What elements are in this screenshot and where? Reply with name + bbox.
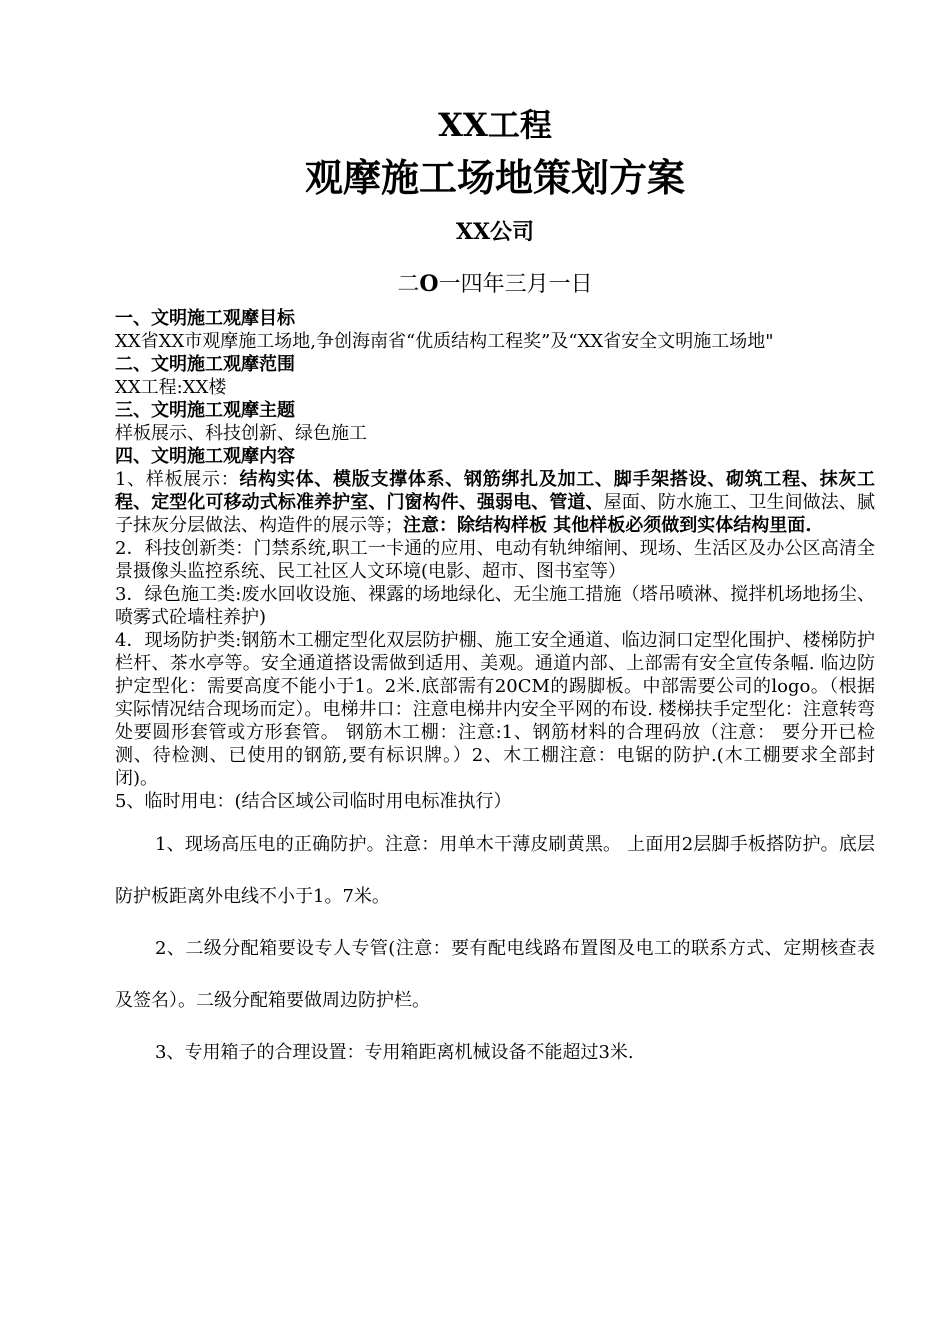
document-page: [115, 100, 875, 1079]
section-3-heading: 三、文明施工观摩主题: [115, 400, 295, 421]
power-subitem-3: 3、专用箱子的合理设置：专用箱距离机械设备不能超过3米.: [155, 1042, 634, 1063]
document-date: [115, 264, 875, 305]
power-subitem-1: 1、现场高压电的正确防护。注意：用单木干薄皮刷黄黑。 上面用2层脚手板搭防护。底层防护板距离外电线不小于1。7米。: [115, 834, 875, 907]
content-item-2: 2．科技创新类：门禁系统,职工一卡通的应用、电动有轨绅缩闸、现场、生活区及办公区高清全景摄像头监控系统、民工社区人文环境(电影、超市、图书室等）: [115, 538, 875, 582]
content-item-3: 3．绿色施工类:废水回收设施、裸露的场地绿化、无尘施工措施（塔吊喷淋、搅拌机场地扬尘、喷雾式砼墙柱养护): [115, 584, 875, 628]
content-item-5: 5、临时用电：(结合区域公司临时用电标准执行）: [115, 791, 512, 812]
date-part-1: 二: [397, 272, 420, 297]
section-1-text: XX省XX市观摩施工场地,争创海南省“优质结构工程奖”及“XX省安全文明施工场地": [115, 331, 774, 352]
date-part-2: O: [419, 271, 439, 297]
section-1-heading: 一、文明施工观摩目标: [115, 308, 295, 329]
document-title-project: XX工程: [438, 106, 552, 144]
item-1-normal-list: 屋面、防水施工、卫生间做法、腻子抹灰分层做法、构造件的展示等；: [115, 492, 876, 536]
item-1-note: 注意：除结构样板 其他样板必须做到实体结构里面.: [403, 515, 812, 536]
section-4-heading: 四、文明施工观摩内容: [115, 446, 295, 467]
content-item-1: [115, 468, 875, 537]
item-1-bold-list: 结构实体、模版支撑体系、钢筋绑扎及加工、脚手架搭设、砌筑工程、抹灰工程、定型化可移动式标准养护室、门窗构件、强弱电、管道、: [115, 469, 876, 513]
company-name: XX公司: [455, 219, 535, 245]
section-2-heading: 二、文明施工观摩范围: [115, 354, 295, 375]
section-3-text: 样板展示、科技创新、绿色施工: [115, 423, 367, 444]
item-1-prefix: 1、样板展示：: [115, 469, 240, 490]
content-item-4: 4．现场防护类:钢筋木工棚定型化双层防护棚、施工安全通道、临边洞口定型化围护、楼梯防护栏杆、茶水亭等。安全通道搭设需做到适用、美观。通道内部、上部需有安全宣传条幅. 临边防护定型化：需要高度不能小于1。2米.底部需有20CM的踢脚板。中部需要公司的logo。（根据实际情况结合现场而定）。电梯井口：注意电梯井内安全平网的布设. 楼梯扶手定型化：注意转弯处要圆形套管或方形套管。 钢筋木工棚：注意:1、钢筋材料的合理码放（注意： 要分开已检测、待检测、已使用的钢筋,要有标识牌。）2、木工棚注意：电锯的防护.(木工棚要求全部封闭)。: [115, 630, 875, 789]
document-title-main: 观摩施工场地策划方案: [304, 155, 685, 200]
date-part-3: 一四年三月一日: [438, 272, 593, 297]
power-subitem-2: 2、二级分配箱要设专人专管(注意：要有配电线路布置图及电工的联系方式、定期核查表及签名）。二级分配箱要做周边防护栏。: [115, 938, 875, 1011]
section-2-text: XX工程:XX楼: [115, 377, 227, 398]
